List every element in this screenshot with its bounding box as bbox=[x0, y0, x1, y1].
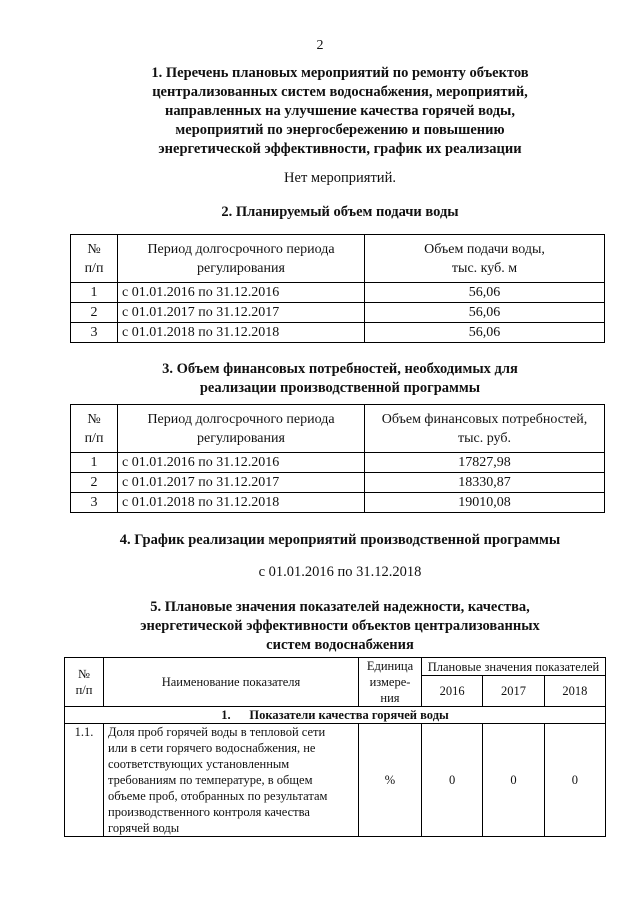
section1-title-line: направленных на улучшение качества горячей воды, bbox=[164, 103, 515, 119]
section4-title: 4. График реализации мероприятий производственной программы bbox=[119, 532, 561, 548]
row-value: 18330,87 bbox=[365, 473, 605, 493]
row-value-2017: 0 bbox=[483, 724, 544, 837]
row-unit: % bbox=[359, 724, 422, 837]
group-row bbox=[65, 707, 606, 724]
header-period-line2: регулирования bbox=[197, 430, 285, 446]
header-num-line2: п/п bbox=[75, 683, 93, 697]
row-num: 3 bbox=[71, 323, 118, 343]
row-value: 56,06 bbox=[365, 323, 605, 343]
row-name-line: объеме проб, отобранных по результатам bbox=[108, 789, 328, 803]
row-value: 17827,98 bbox=[365, 453, 605, 473]
page-number: 2 bbox=[316, 38, 324, 53]
row-num: 2 bbox=[71, 473, 118, 493]
row-num: 1 bbox=[71, 453, 118, 473]
section5-title-line: энергетической эффективности объектов централизованных bbox=[140, 618, 540, 634]
header-year: 2017 bbox=[483, 676, 544, 707]
header-period-line1: Период долгосрочного периода bbox=[147, 411, 335, 427]
row-period: с 01.01.2016 по 31.12.2016 bbox=[118, 283, 365, 303]
table-row bbox=[71, 303, 605, 323]
row-name-line: или в сети горячего водоснабжения, не bbox=[108, 741, 316, 755]
row-value: 56,06 bbox=[365, 303, 605, 323]
group-label: Показатели качества горячей воды bbox=[249, 708, 449, 722]
water-volume-table bbox=[70, 234, 605, 343]
header-num-line1: № bbox=[87, 241, 101, 257]
table-row bbox=[71, 453, 605, 473]
group-num: 1. bbox=[221, 708, 231, 722]
row-period: с 01.01.2016 по 31.12.2016 bbox=[118, 453, 365, 473]
header-num bbox=[65, 658, 104, 707]
financial-needs-table bbox=[70, 404, 605, 513]
section3-title-line: 3. Объем финансовых потребностей, необходимых для bbox=[162, 361, 518, 377]
table-row bbox=[71, 473, 605, 493]
row-name-line: горячей воды bbox=[108, 821, 180, 835]
section5-title-line: систем водоснабжения bbox=[266, 637, 414, 653]
row-name bbox=[104, 724, 359, 837]
header-value-line2: тыс. куб. м bbox=[451, 260, 518, 276]
row-name-line: производственного контроля качества bbox=[108, 805, 310, 819]
row-period: с 01.01.2017 по 31.12.2017 bbox=[118, 473, 365, 493]
section2-title: 2. Планируемый объем подачи воды bbox=[221, 204, 459, 220]
header-value-line1: Объем финансовых потребностей, bbox=[381, 411, 588, 427]
header-value-line1: Объем подачи воды, bbox=[424, 241, 545, 257]
header-period bbox=[118, 235, 365, 283]
row-period: с 01.01.2018 по 31.12.2018 bbox=[118, 323, 365, 343]
header-year: 2018 bbox=[544, 676, 605, 707]
row-num: 1 bbox=[71, 283, 118, 303]
row-num: 3 bbox=[71, 493, 118, 513]
row-value-2018: 0 bbox=[544, 724, 605, 837]
row-name-line: соответствующих установленным bbox=[108, 757, 290, 771]
row-name-line: требованиям по температуре, в общем bbox=[108, 773, 313, 787]
table-row bbox=[71, 323, 605, 343]
header-period-line1: Период долгосрочного периода bbox=[147, 241, 335, 257]
row-value: 19010,08 bbox=[365, 493, 605, 513]
header-period-line2: регулирования bbox=[197, 260, 285, 276]
header-period bbox=[118, 405, 365, 453]
section5-title bbox=[60, 598, 620, 655]
header-unit-line3: ния bbox=[380, 691, 400, 705]
section5-title-line: 5. Плановые значения показателей надежности, качества, bbox=[150, 599, 530, 615]
header-planned: Плановые значения показателей bbox=[422, 658, 606, 676]
section1-title-line: централизованных систем водоснабжения, мероприятий, bbox=[152, 84, 528, 100]
header-num-line1: № bbox=[78, 667, 90, 681]
header-value bbox=[365, 235, 605, 283]
table-row bbox=[65, 724, 606, 837]
header-name: Наименование показателя bbox=[104, 658, 359, 707]
section1-title-line: мероприятий по энергосбережению и повышению bbox=[175, 122, 505, 138]
section1-title bbox=[60, 64, 620, 159]
table-header-row bbox=[65, 658, 606, 676]
row-value: 56,06 bbox=[365, 283, 605, 303]
row-period: с 01.01.2017 по 31.12.2017 bbox=[118, 303, 365, 323]
group-heading bbox=[65, 707, 606, 724]
row-num: 2 bbox=[71, 303, 118, 323]
header-num bbox=[71, 235, 118, 283]
section1-title-line: энергетической эффективности, график их реализации bbox=[158, 141, 522, 157]
table-header-row bbox=[71, 235, 605, 283]
table-row bbox=[71, 493, 605, 513]
section1-title-line: 1. Перечень плановых мероприятий по ремонту объектов bbox=[151, 65, 529, 81]
table-header-row bbox=[71, 405, 605, 453]
header-value bbox=[365, 405, 605, 453]
row-period: с 01.01.2018 по 31.12.2018 bbox=[118, 493, 365, 513]
header-unit bbox=[359, 658, 422, 707]
row-num: 1.1. bbox=[65, 724, 104, 837]
header-num bbox=[71, 405, 118, 453]
header-num-line2: п/п bbox=[84, 260, 104, 276]
header-unit-line1: Единица bbox=[366, 659, 414, 673]
section3-title-line: реализации производственной программы bbox=[199, 380, 481, 396]
table-row bbox=[71, 283, 605, 303]
indicators-table bbox=[64, 657, 606, 837]
header-year: 2016 bbox=[422, 676, 483, 707]
section1-note: Нет мероприятий. bbox=[284, 170, 396, 186]
section3-title bbox=[60, 360, 620, 398]
header-num-line1: № bbox=[87, 411, 101, 427]
section4-dates: с 01.01.2016 по 31.12.2018 bbox=[258, 564, 422, 580]
row-value-2016: 0 bbox=[422, 724, 483, 837]
header-value-line2: тыс. руб. bbox=[458, 430, 511, 446]
header-num-line2: п/п bbox=[84, 430, 104, 446]
row-name-line: Доля проб горячей воды в тепловой сети bbox=[108, 725, 326, 739]
header-unit-line2: измере- bbox=[369, 675, 411, 689]
